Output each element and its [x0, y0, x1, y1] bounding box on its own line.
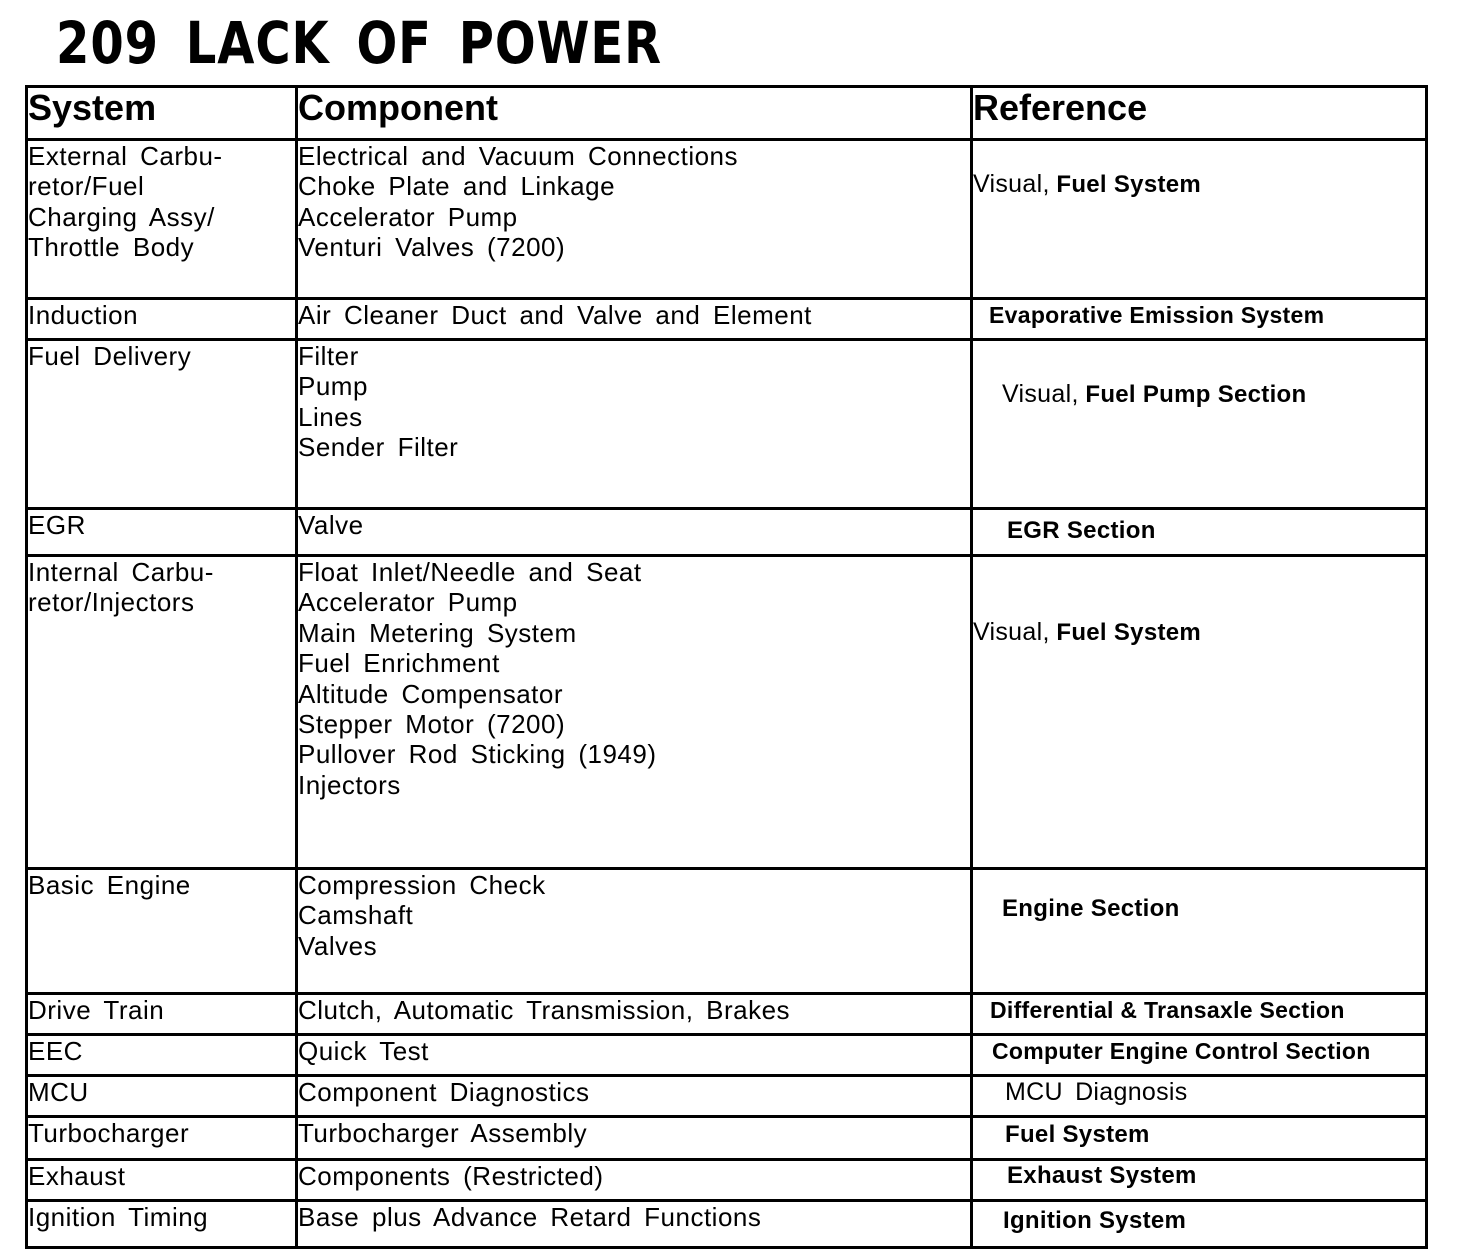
component-line: Fuel Enrichment — [298, 648, 500, 679]
table-row — [27, 1076, 1427, 1117]
component-line: Accelerator Pump — [298, 587, 518, 618]
component-line: Venturi Valves (7200) — [298, 232, 566, 263]
component-line: Compression Check — [298, 870, 546, 900]
reference-cell — [972, 299, 1427, 340]
reference-cell — [972, 556, 1427, 869]
system-cell — [27, 140, 297, 299]
system-line: retor/Fuel — [28, 171, 145, 202]
component-cell — [297, 1117, 972, 1160]
system-cell — [27, 1035, 297, 1076]
component-cell — [297, 994, 972, 1035]
component-line: Air Cleaner Duct and Valve and Element — [298, 300, 812, 330]
table-row — [27, 1117, 1427, 1160]
page-title: 209 LACK OF POWER — [56, 9, 663, 77]
component-line: Clutch, Automatic Transmission, Brakes — [298, 995, 791, 1025]
reference-cell — [972, 994, 1427, 1035]
component-line: Filter — [298, 341, 359, 371]
table-row — [27, 1035, 1427, 1076]
reference-cell — [972, 340, 1427, 509]
reference-bold: Computer Engine Control Section — [992, 1038, 1371, 1064]
table-row — [27, 556, 1427, 869]
header-system: System — [27, 87, 297, 140]
table-row — [27, 299, 1427, 340]
system-line: Turbocharger — [28, 1118, 190, 1148]
system-line: retor/Injectors — [28, 587, 195, 618]
component-cell — [297, 1035, 972, 1076]
reference-cell — [972, 1160, 1427, 1201]
reference-cell — [972, 1201, 1427, 1248]
system-line: Internal Carbu- — [28, 557, 214, 587]
component-line: Component Diagnostics — [298, 1077, 590, 1107]
reference-bold: Fuel System — [1056, 619, 1202, 646]
system-cell — [27, 299, 297, 340]
system-line: Exhaust — [28, 1161, 126, 1191]
component-line: Stepper Motor (7200) — [298, 709, 566, 740]
table-row — [27, 1201, 1427, 1248]
system-cell — [27, 340, 297, 509]
component-cell — [297, 1201, 972, 1248]
system-cell — [27, 1201, 297, 1248]
reference-bold: EGR Section — [1007, 517, 1156, 544]
system-line: EEC — [28, 1036, 83, 1066]
reference-plain: MCU Diagnosis — [1005, 1078, 1188, 1106]
table-row — [27, 1160, 1427, 1201]
component-line: Float Inlet/Needle and Seat — [298, 557, 642, 587]
reference-cell — [972, 1076, 1427, 1117]
component-cell — [297, 509, 972, 556]
reference-bold: Fuel Pump Section — [1085, 381, 1307, 408]
reference-bold: Engine Section — [1002, 895, 1180, 922]
system-cell — [27, 1160, 297, 1201]
component-line: Valve — [298, 510, 364, 540]
table-row — [27, 509, 1427, 556]
reference-bold: Fuel System — [1005, 1121, 1150, 1148]
system-cell — [27, 1117, 297, 1160]
system-line: Basic Engine — [28, 870, 191, 900]
table-row — [27, 869, 1427, 994]
component-line: Base plus Advance Retard Functions — [298, 1202, 762, 1232]
component-line: Components (Restricted) — [298, 1161, 604, 1191]
reference-cell — [972, 1117, 1427, 1160]
reference-bold: Evaporative Emission System — [989, 302, 1325, 328]
table-row — [27, 340, 1427, 509]
reference-bold: Ignition System — [1003, 1207, 1187, 1234]
reference-cell — [972, 509, 1427, 556]
reference-plain: Visual, — [973, 618, 1050, 646]
system-line: EGR — [28, 510, 86, 540]
header-component: Component — [297, 87, 972, 140]
component-line: Pullover Rod Sticking (1949) — [298, 739, 657, 770]
system-line: Throttle Body — [28, 232, 195, 263]
table-row — [27, 140, 1427, 299]
system-line: Ignition Timing — [28, 1202, 209, 1232]
reference-plain: Visual, — [973, 170, 1050, 198]
component-line: Camshaft — [298, 900, 414, 931]
component-cell — [297, 1076, 972, 1117]
component-line: Injectors — [298, 769, 401, 800]
reference-plain: Visual, — [1002, 380, 1079, 408]
reference-bold: Fuel System — [1056, 171, 1202, 198]
component-cell — [297, 869, 972, 994]
reference-cell — [972, 140, 1427, 299]
component-cell — [297, 556, 972, 869]
table-row — [27, 994, 1427, 1035]
component-line: Electrical and Vacuum Connections — [298, 141, 739, 171]
header-reference: Reference — [972, 87, 1427, 140]
component-cell — [297, 140, 972, 299]
system-cell — [27, 556, 297, 869]
component-line: Pump — [298, 371, 368, 402]
component-line: Valves — [298, 930, 378, 961]
system-line: External Carbu- — [28, 141, 223, 171]
component-line: Quick Test — [298, 1036, 429, 1066]
system-cell — [27, 509, 297, 556]
reference-cell — [972, 1035, 1427, 1076]
system-line: Induction — [28, 300, 139, 330]
component-line: Altitude Compensator — [298, 678, 564, 709]
component-line: Turbocharger Assembly — [298, 1118, 588, 1148]
system-line: Drive Train — [28, 995, 165, 1025]
component-cell — [297, 340, 972, 509]
system-cell — [27, 1076, 297, 1117]
component-cell — [297, 299, 972, 340]
reference-bold: Differential & Transaxle Section — [990, 997, 1345, 1023]
component-line: Choke Plate and Linkage — [298, 171, 616, 202]
component-cell — [297, 1160, 972, 1201]
component-line: Sender Filter — [298, 432, 459, 463]
diagnosis-table — [25, 85, 1428, 1249]
reference-cell — [972, 869, 1427, 994]
system-line: MCU — [28, 1077, 89, 1107]
system-line: Fuel Delivery — [28, 341, 192, 371]
reference-bold: Exhaust System — [1007, 1162, 1197, 1189]
system-line: Charging Assy/ — [28, 201, 215, 232]
system-cell — [27, 994, 297, 1035]
component-line: Main Metering System — [298, 617, 577, 648]
component-line: Lines — [298, 401, 363, 432]
system-cell — [27, 869, 297, 994]
component-line: Accelerator Pump — [298, 201, 518, 232]
